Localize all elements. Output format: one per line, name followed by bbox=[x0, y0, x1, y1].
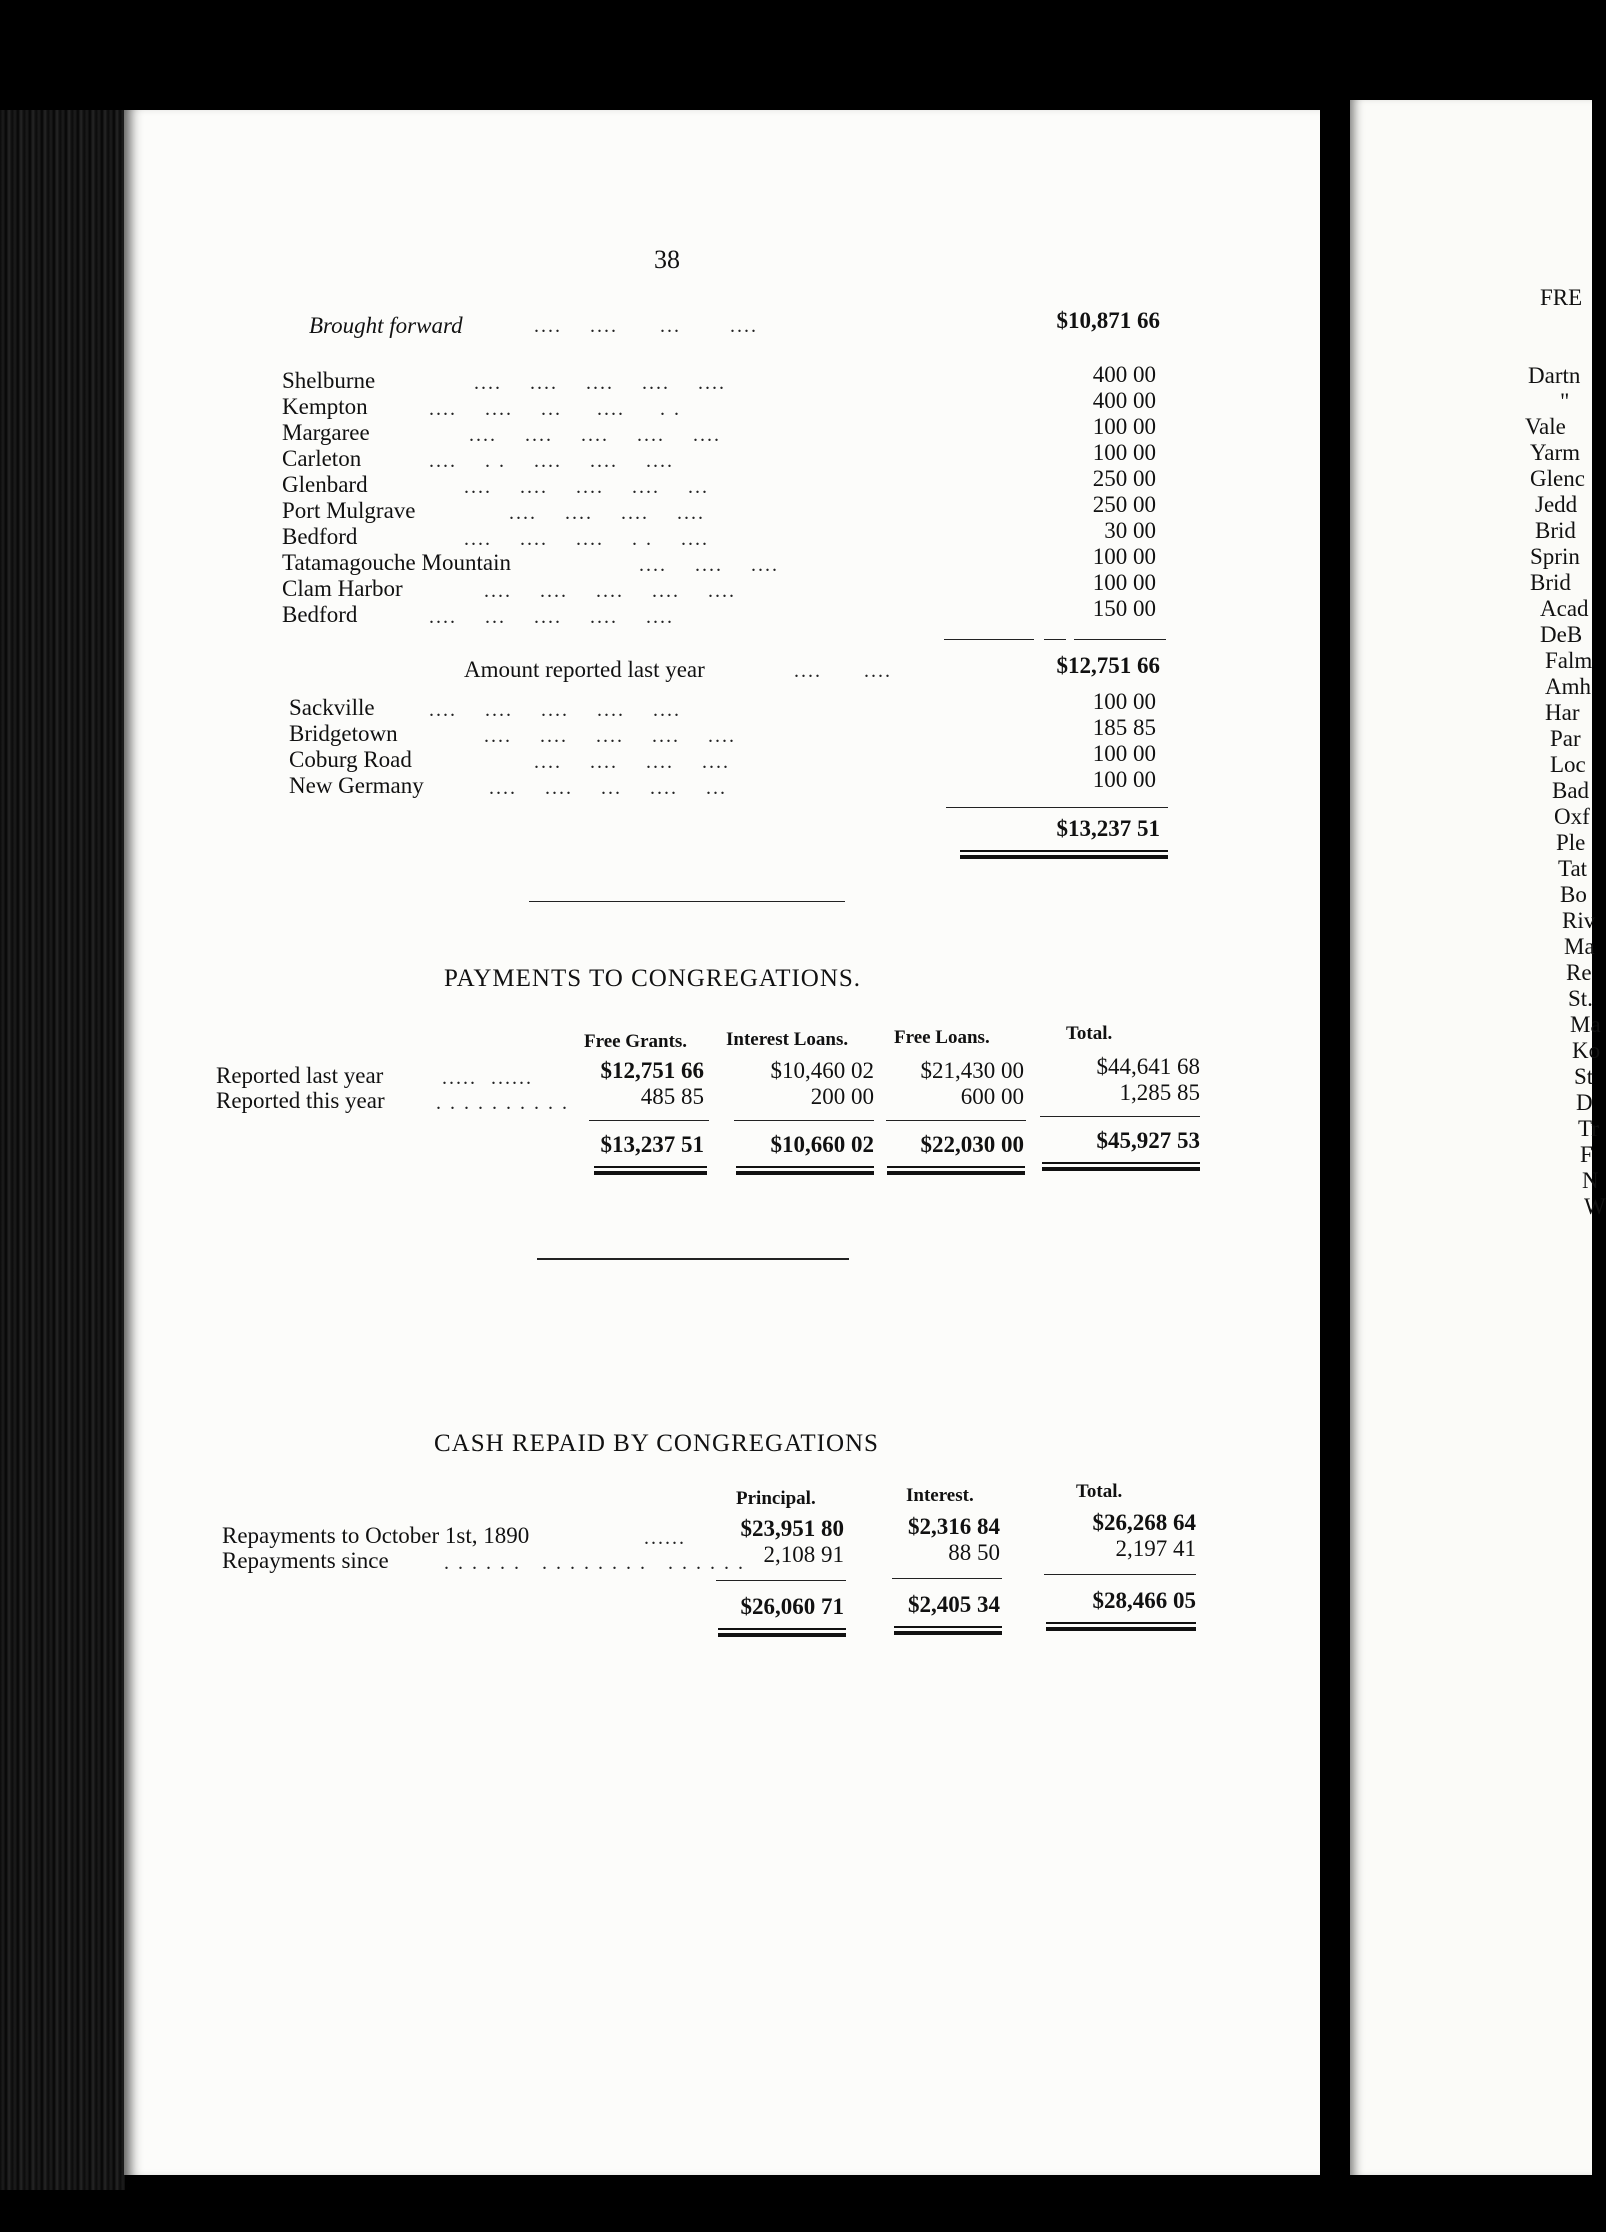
table-total: $26,060 71 bbox=[740, 1594, 844, 1619]
table-cell: $12,751 66 bbox=[600, 1058, 704, 1083]
list-item: D bbox=[1576, 1090, 1593, 1115]
list-item: Par bbox=[1550, 726, 1581, 751]
list-amount: 100 00 bbox=[1092, 689, 1156, 714]
list-item: Glenc bbox=[1530, 466, 1585, 491]
table-total: $13,237 51 bbox=[600, 1132, 704, 1157]
list-item: Tat bbox=[1558, 856, 1588, 881]
list-item: F bbox=[1580, 1142, 1593, 1167]
payments-title: PAYMENTS TO CONGREGATIONS. bbox=[444, 965, 862, 992]
list-item: Brid bbox=[1535, 518, 1576, 543]
table-row-label: Repayments to October 1st, 1890 bbox=[222, 1523, 530, 1548]
list-item: Oxf bbox=[1554, 804, 1590, 829]
list-item: Coburg Road bbox=[289, 747, 412, 772]
list-item: St bbox=[1574, 1064, 1594, 1089]
page-number: 38 bbox=[654, 245, 680, 274]
list-item: Yarm bbox=[1530, 440, 1581, 465]
list-item: Sprin bbox=[1530, 544, 1580, 569]
list-item: Clam Harbor bbox=[282, 576, 403, 601]
list-item: Ma bbox=[1564, 934, 1595, 959]
list-item: Re bbox=[1566, 960, 1592, 985]
table-total: $10,660 02 bbox=[770, 1132, 874, 1157]
list-item: Sackville bbox=[289, 695, 375, 720]
table-row-label: Repayments since bbox=[222, 1548, 389, 1573]
list-item: Tatamagouche Mountain bbox=[282, 550, 511, 575]
table-cell: 1,285 85 bbox=[1119, 1080, 1200, 1105]
table-cell: 200 00 bbox=[810, 1084, 874, 1109]
list-item: Shelburne bbox=[282, 368, 376, 393]
list-item: Dartn bbox=[1528, 363, 1581, 388]
book-binding bbox=[0, 110, 125, 2190]
table-cell: $44,641 68 bbox=[1096, 1054, 1200, 1079]
grand-total: $13,237 51 bbox=[1056, 816, 1160, 841]
list-amount: 100 00 bbox=[1092, 570, 1156, 595]
table-cell: $10,460 02 bbox=[770, 1058, 874, 1083]
table-cell: $21,430 00 bbox=[920, 1058, 1024, 1083]
table-total: $28,466 05 bbox=[1092, 1588, 1196, 1613]
list-item: Bad bbox=[1552, 778, 1590, 803]
list-item: New Germany bbox=[289, 773, 424, 798]
table-cell: $26,268 64 bbox=[1092, 1510, 1196, 1535]
list-amount: 100 00 bbox=[1092, 741, 1156, 766]
list-item: Falm bbox=[1545, 648, 1593, 673]
last-year-label: Amount reported last year bbox=[464, 657, 705, 682]
list-item: Amh bbox=[1545, 674, 1591, 699]
table-cell: $2,316 84 bbox=[908, 1514, 1000, 1539]
list-item: DeB bbox=[1540, 622, 1583, 647]
last-year-amount: $12,751 66 bbox=[1056, 653, 1160, 678]
list-item: Bo bbox=[1560, 882, 1587, 907]
list-item: Margaree bbox=[282, 420, 370, 445]
column-header: Interest. bbox=[906, 1485, 974, 1506]
list-amount: 185 85 bbox=[1092, 715, 1156, 740]
list-amount: 30 00 bbox=[1104, 518, 1156, 543]
table-cell: $23,951 80 bbox=[740, 1516, 844, 1541]
list-item: Har bbox=[1545, 700, 1580, 725]
column-header: Principal. bbox=[736, 1488, 816, 1509]
list-item: Bridgetown bbox=[289, 721, 398, 746]
list-item: Port Mulgrave bbox=[282, 498, 416, 523]
list-amount: 400 00 bbox=[1092, 388, 1156, 413]
list-item: Bedford bbox=[282, 602, 358, 627]
list-item: Carleton bbox=[282, 446, 362, 471]
list-item: Riv bbox=[1562, 908, 1596, 933]
list-amount: 150 00 bbox=[1092, 596, 1156, 621]
list-item: Brid bbox=[1530, 570, 1571, 595]
brought-forward-amount: $10,871 66 bbox=[1056, 308, 1160, 333]
subtotal-rule bbox=[944, 639, 1034, 640]
list-item: Ko bbox=[1572, 1038, 1601, 1063]
right-page-heading: FRE bbox=[1540, 285, 1583, 310]
list-item: W bbox=[1584, 1194, 1606, 1219]
list-item: Ple bbox=[1556, 830, 1586, 855]
column-header: Interest Loans. bbox=[726, 1029, 849, 1050]
list-amount: 400 00 bbox=[1092, 362, 1156, 387]
table-cell: 600 00 bbox=[960, 1084, 1024, 1109]
list-item: Acad bbox=[1540, 596, 1589, 621]
total-double-rule bbox=[960, 850, 1168, 859]
list-item: Glenbard bbox=[282, 472, 368, 497]
table-cell: 88 50 bbox=[948, 1540, 1000, 1565]
list-item: Loc bbox=[1550, 752, 1586, 777]
table-cell: 2,197 41 bbox=[1115, 1536, 1196, 1561]
left-page: 38 Brought forward .... .... ... .... $10,871 66 Shelburne Kempton Margaree Carleton Glenbard Port Mulgrave Bedford Tatamagouche Mountain Clam Harbor Bedford .... .... .... .... .... .... .... ... .... . . .... .... .... .... .... .... . . .... .... .... .... .... .... .... ... .... .... .... .... .... .... .... . . .... .... .... .... .... .... .... .... .... .... ... .... .... .... 400 00 400 00 100 00 100 00 250 00 250 00 30 00 100 00 100 00 150 00 Amount reported last year .... .... $12,751 66 Sackville Bridgetown Coburg Road New Germany .... .... .... .... .... .... .... .... .... .... .... .... .... .... .... .... ... .... ... 100 00 185 85 100 00 100 00 $13,237 51 PAYMENTS TO CONGREGATIONS. Free Grants. Interest Loans. Free Loans. Total. Reported last year ..... ...... Reported this year . . . . . . . . . . $12,751 66 $10,460 02 $21,430 00 $44,641 68 485 85 200 00 600 00 1,285 85 $13,237 51 $10,660 02 $22,030 00 $45,927 53 CASH REPAID BY CONGREGATIONS Principal. Interest. Total. Repayments to October 1st, 1890 ...... Repayments since . . . . . . . . . . . . . . . . . . . . $23,951 80 $2,316 84 $26,268 64 2,108 91 88 50 2,197 41 $26,060 71 $2,405 34 $28,466 05 bbox=[124, 110, 1320, 2175]
list-amount: 100 00 bbox=[1092, 544, 1156, 569]
list-item: Tr bbox=[1578, 1116, 1599, 1141]
column-header: Free Loans. bbox=[894, 1027, 990, 1048]
table-cell: 485 85 bbox=[640, 1084, 704, 1109]
list-item: N bbox=[1582, 1168, 1599, 1193]
list-item: Kempton bbox=[282, 394, 368, 419]
right-page bbox=[1350, 100, 1606, 2175]
table-cell: 2,108 91 bbox=[763, 1542, 844, 1567]
brought-forward-label: Brought forward bbox=[309, 313, 463, 338]
list-item: Bedford bbox=[282, 524, 358, 549]
list-amount: 100 00 bbox=[1092, 440, 1156, 465]
column-header: Total. bbox=[1066, 1023, 1113, 1044]
list-amount: 250 00 bbox=[1092, 492, 1156, 517]
table-row-label: Reported this year bbox=[216, 1088, 385, 1113]
section-divider bbox=[529, 901, 845, 902]
list-amount: 100 00 bbox=[1092, 767, 1156, 792]
list-item: " bbox=[1560, 389, 1570, 414]
table-row-label: Reported last year bbox=[216, 1063, 384, 1088]
section-divider bbox=[537, 1258, 849, 1260]
column-header: Free Grants. bbox=[584, 1031, 688, 1052]
table-total: $2,405 34 bbox=[908, 1592, 1000, 1617]
repaid-title: CASH REPAID BY CONGREGATIONS bbox=[434, 1430, 879, 1457]
list-item: St. bbox=[1568, 986, 1593, 1011]
list-item: Vale bbox=[1525, 414, 1566, 439]
list-item: Ma bbox=[1570, 1012, 1601, 1037]
table-total: $22,030 00 bbox=[920, 1132, 1024, 1157]
list-item: Jedd bbox=[1535, 492, 1578, 517]
list-amount: 100 00 bbox=[1092, 414, 1156, 439]
list-amount: 250 00 bbox=[1092, 466, 1156, 491]
table-total: $45,927 53 bbox=[1096, 1128, 1200, 1153]
column-header: Total. bbox=[1076, 1481, 1123, 1502]
